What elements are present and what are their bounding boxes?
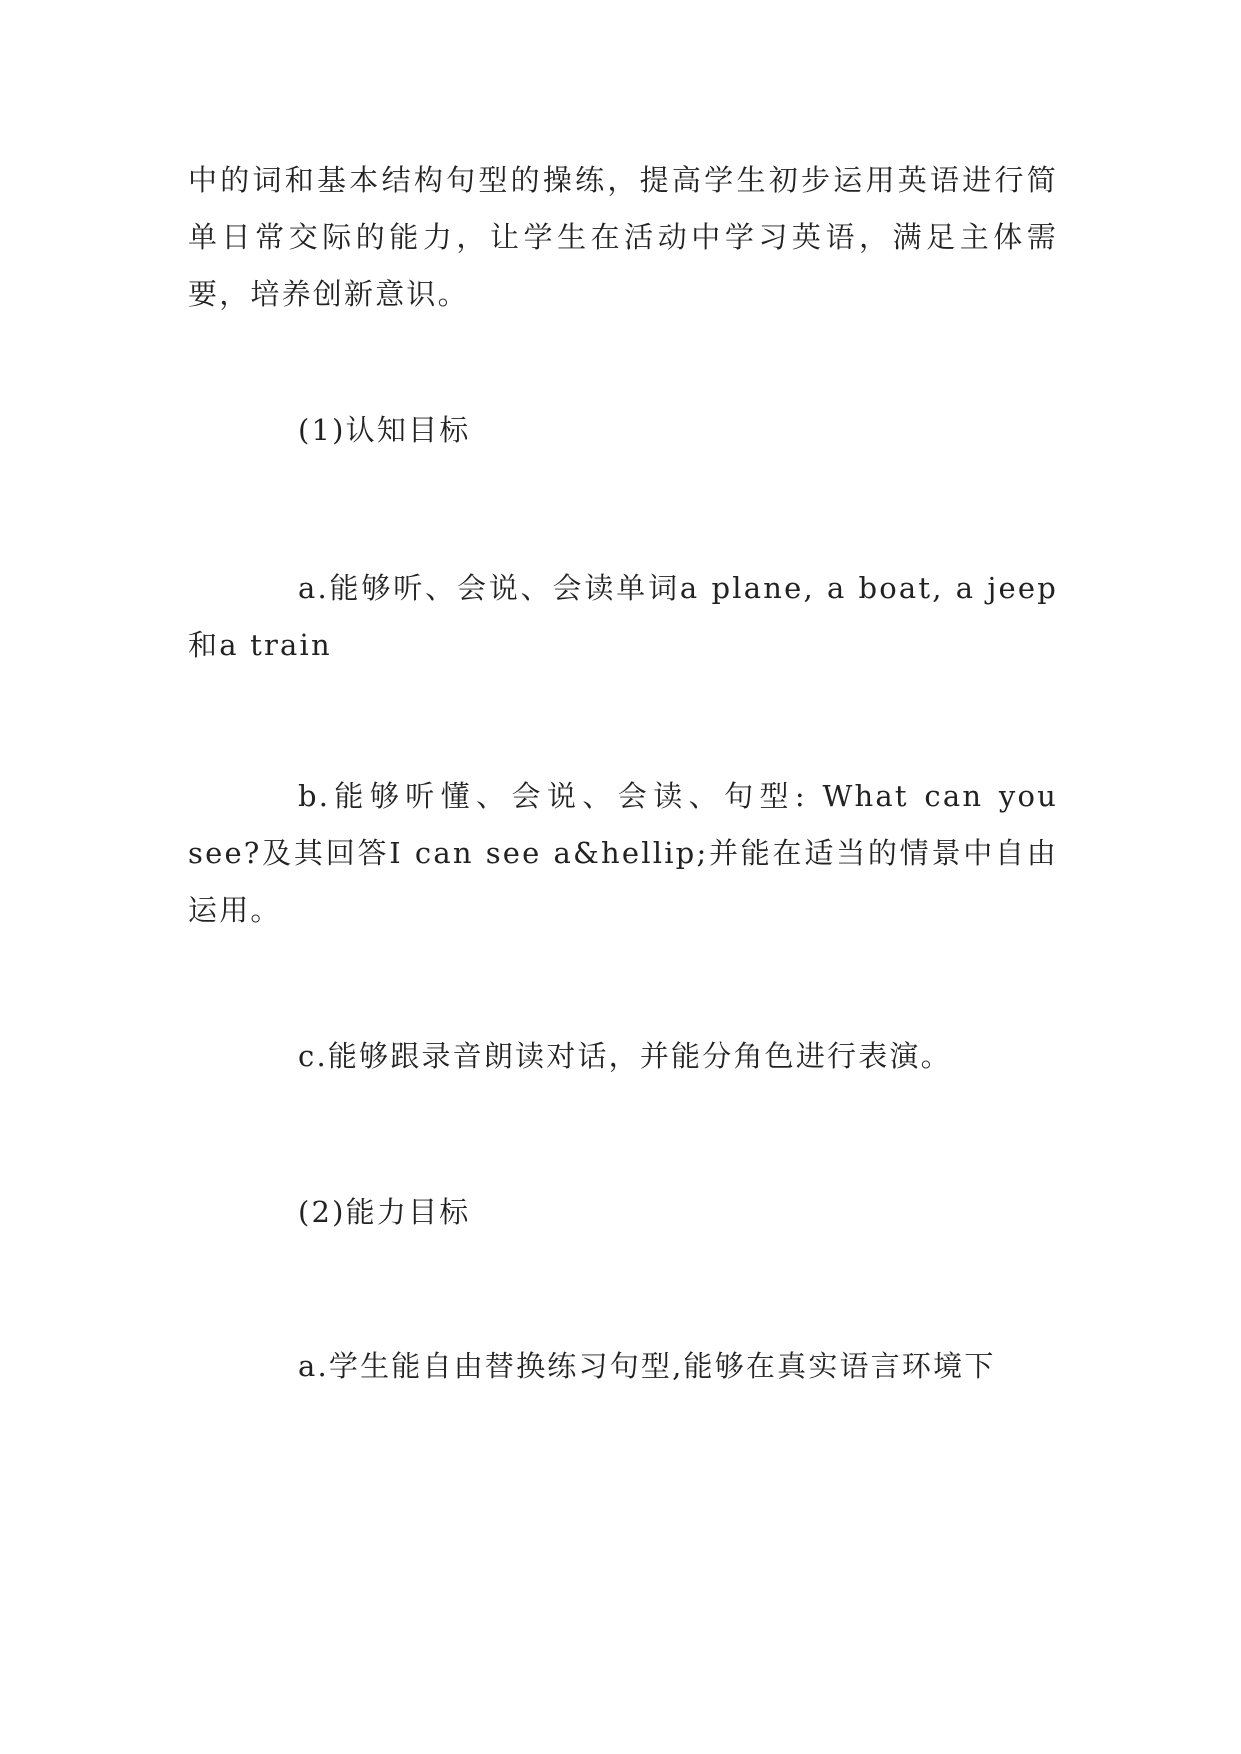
list-item-b-sentence-pattern: b.能够听懂、会说、会读、句型: What can you see?及其回答I can see a&hellip;并能在适当的情景中自由运用。	[188, 779, 1058, 927]
list-item-c-dialogue: c.能够跟录音朗读对话，并能分角色进行表演。	[298, 1039, 952, 1073]
list-item-a-vocabulary: a.能够听、会说、会读单词a plane, a boat, a jeep和a train	[188, 571, 1058, 662]
list-item-a-substitution: a.学生能自由替换练习句型,能够在真实语言环境下	[298, 1349, 996, 1383]
paragraph-continuation: 中的词和基本结构句型的操练，提高学生初步运用英语进行简单日常交际的能力，让学生在活动中学习英语，满足主体需要，培养创新意识。	[188, 163, 1058, 311]
heading-cognitive-goals: (1)认知目标	[298, 413, 471, 447]
heading-ability-goals: (2)能力目标	[298, 1195, 471, 1229]
